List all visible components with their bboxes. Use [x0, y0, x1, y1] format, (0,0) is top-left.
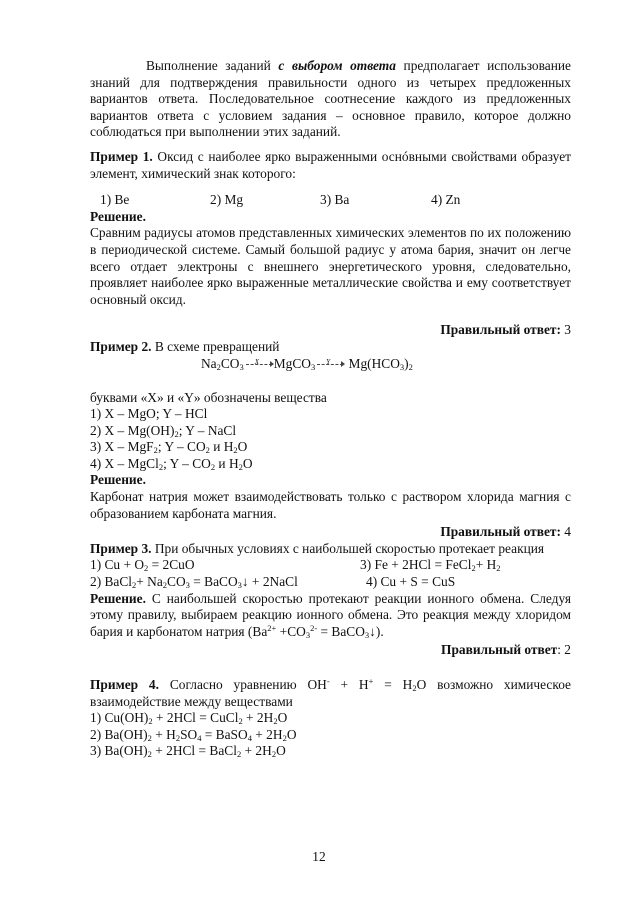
example-3-question: Пример 3. При обычных условиях с наибольшей скоростью протекает реакция: [90, 540, 545, 556]
intro-emphasis: с выбором ответа: [278, 58, 396, 73]
example-3-options-row-1: [90, 557, 571, 574]
example-3-option-1: 1) $Cu + O_2 = 2CuO$: [90, 557, 195, 574]
arrow-x-icon: X: [244, 359, 274, 369]
example-2-solution-label: Решение.: [90, 472, 146, 488]
example-2-option-4: 4) X – MgCl$_2$; Y – $CO_2$ и $H_2O$: [90, 455, 253, 472]
example-1-label: Пример 1.: [90, 148, 153, 164]
transformation-scheme: $Na_2CO_3$ X MgCO$_3$ Y $Mg(HCO_3)_2$: [201, 355, 413, 372]
example-1-answer: Правильный ответ: 3: [440, 322, 571, 338]
example-3-solution: Решение. С наибольшей скоростью протекают реакции ионного обмена. Следуя этому правилу, выбираем реакцию ионного обмена. Это реакция между хлоридом бария и карбонатом натрия ($Ba^{2+} +CO_3^{2-}$ = BaCO$_3$↓).: [90, 590, 571, 640]
option-2: 2) Mg: [210, 192, 244, 208]
example-2-tail: буквами «X» и «Y» обозначены вещества: [90, 389, 327, 405]
example-4-label: Пример 4.: [90, 677, 159, 692]
example-2-solution: Карбонат натрия может взаимодействовать только с раствором хлорида магния с образованием карбоната магния.: [90, 489, 571, 521]
arrow-y-icon: Y: [315, 359, 345, 369]
example-3-options-row-2: [90, 574, 571, 591]
option-4: 4) Zn: [431, 192, 461, 208]
example-4-question: Пример 4. Согласно уравнению $OH^- + H^+ = H_2O$ возможно химическое взаимодействие между веществами: [90, 676, 571, 709]
example-4-option-3: 3) $Ba(OH)_2 + 2HCl$ = BaCl$_2$ + $2H_2O$: [90, 743, 286, 760]
example-1-solution: Сравним радиусы атомов представленных химических элементов по их положению в периодической системе. Самый большой радиус у атома бария, значит он легче всего отдает электроны с внешнего энергетического уровня, следовательно, проявляет наиболее ярко выраженные металлические свойства и ему соответствует основный оксид.: [90, 225, 571, 307]
example-3-label: Пример 3.: [90, 540, 152, 556]
example-1-solution-label: Решение.: [90, 208, 146, 224]
intro-paragraph: Выполнение заданий с выбором ответа предполагает использование знаний для подтверждения правильности одного из четырех предложенных вариантов ответа. Последовательное соотнесение каждого из предложенных вариантов ответа с условием задания – основное правило, которое должно соблюдаться при выполнении этих заданий.: [90, 58, 571, 140]
option-1: 1) Be: [100, 192, 130, 208]
example-2-option-2: 2) X – $Mg(OH)_2$; Y – NaCl: [90, 422, 237, 439]
example-3-option-3: 3) Fe + 2HCl = FeCl$_2$+ $H_2$: [360, 557, 501, 574]
page-number: 12: [312, 849, 326, 864]
example-3-option-4: 4) Cu + S = CuS: [366, 574, 456, 590]
example-2-option-1: 1) X – MgO; Y – HCl: [90, 406, 208, 422]
example-3-answer: Правильный ответ: 2: [441, 642, 571, 658]
example-4-option-2: 2) $Ba(OH)_2 + H_2SO_4$ = BaSO$_4$ + $2H_2O$: [90, 726, 297, 743]
option-3: 3) Ba: [320, 192, 350, 208]
example-4-option-1: 1) $Cu(OH)_2 + 2HCl$ = CuCl$_2$ + $2H_2O$: [90, 710, 288, 727]
example-2-label: Пример 2.: [90, 338, 152, 354]
example-2-question: Пример 2. В схеме превращений: [90, 338, 280, 354]
example-1-question: Пример 1. Оксид с наиболее ярко выраженными оснóвными свойствами образует элемент, химический знак которого:: [90, 148, 571, 181]
example-2-answer: Правильный ответ: 4: [440, 524, 571, 540]
example-1-options: [90, 192, 571, 209]
page-content: [90, 58, 571, 760]
example-2-option-3: 3) X – MgF$_2$; Y – $CO_2$ и $H_2O$: [90, 439, 248, 456]
example-3-option-2: 2) BaCl$_2$+ $Na_2CO_3$ = BaCO$_3$↓ + 2NaCl: [90, 574, 298, 591]
